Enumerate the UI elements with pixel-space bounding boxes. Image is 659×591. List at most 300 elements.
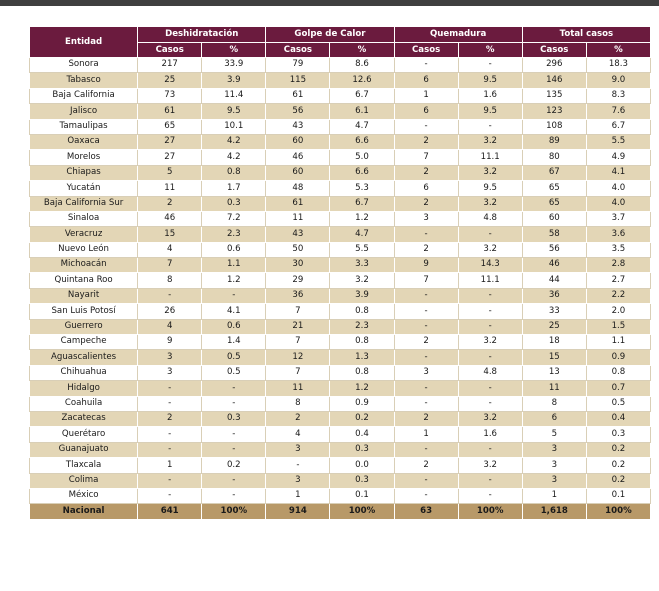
entity-cell: Chihuahua bbox=[30, 365, 138, 380]
table-cell: 8 bbox=[138, 273, 202, 288]
table-cell: 0.8 bbox=[202, 165, 266, 180]
table-cell: 4.0 bbox=[586, 196, 650, 211]
table-row bbox=[30, 73, 651, 88]
table-cell: 3.2 bbox=[458, 411, 522, 426]
table-row bbox=[30, 196, 651, 211]
table-row bbox=[30, 211, 651, 226]
table-cell: 61 bbox=[266, 196, 330, 211]
table-cell: 3 bbox=[138, 365, 202, 380]
table-cell: 6.7 bbox=[330, 88, 394, 103]
table-cell: 33.9 bbox=[202, 58, 266, 73]
table-cell: 8.3 bbox=[586, 88, 650, 103]
table-cell: 3 bbox=[522, 442, 586, 457]
table-cell: - bbox=[266, 458, 330, 473]
table-cell: 0.0 bbox=[330, 458, 394, 473]
table-cell: 4.0 bbox=[586, 181, 650, 196]
entity-cell: Sinaloa bbox=[30, 211, 138, 226]
entity-cell: Guerrero bbox=[30, 319, 138, 334]
table-cell: 914 bbox=[266, 504, 330, 519]
table-cell: 7 bbox=[394, 150, 458, 165]
table-cell: 5.3 bbox=[330, 181, 394, 196]
cases-table bbox=[29, 26, 651, 520]
table-cell: 10.1 bbox=[202, 119, 266, 134]
table-row bbox=[30, 396, 651, 411]
table-row bbox=[30, 319, 651, 334]
table-cell: 3 bbox=[266, 442, 330, 457]
table-cell: 0.4 bbox=[330, 427, 394, 442]
table-cell: 0.5 bbox=[202, 350, 266, 365]
table-cell: 50 bbox=[266, 242, 330, 257]
entity-cell: Yucatán bbox=[30, 181, 138, 196]
table-cell: Nacional bbox=[30, 504, 138, 519]
table-cell: 21 bbox=[266, 319, 330, 334]
table-cell: 135 bbox=[522, 88, 586, 103]
table-cell: 0.9 bbox=[586, 350, 650, 365]
entity-cell: Morelos bbox=[30, 150, 138, 165]
table-cell: 6.6 bbox=[330, 134, 394, 149]
table-cell: 4 bbox=[138, 242, 202, 257]
table-cell: 89 bbox=[522, 134, 586, 149]
table-cell: 6.6 bbox=[330, 165, 394, 180]
table-cell: 12.6 bbox=[330, 73, 394, 88]
table-row bbox=[30, 458, 651, 473]
table-cell: 36 bbox=[522, 288, 586, 303]
table-cell: - bbox=[458, 58, 522, 73]
table-cell: 108 bbox=[522, 119, 586, 134]
table-cell: - bbox=[458, 119, 522, 134]
table-cell: 1.5 bbox=[586, 319, 650, 334]
entity-cell: Aguascalientes bbox=[30, 350, 138, 365]
table-cell: 73 bbox=[138, 88, 202, 103]
header-sub: Casos bbox=[266, 43, 330, 58]
table-row bbox=[30, 150, 651, 165]
table-cell: 0.3 bbox=[202, 411, 266, 426]
table-row bbox=[30, 381, 651, 396]
table-cell: 3.2 bbox=[458, 458, 522, 473]
table-cell: 6 bbox=[522, 411, 586, 426]
table-cell: 1 bbox=[394, 427, 458, 442]
table-row bbox=[30, 88, 651, 103]
table-cell: 1 bbox=[394, 88, 458, 103]
table-cell: 2 bbox=[394, 242, 458, 257]
table-cell: 2 bbox=[394, 165, 458, 180]
table-cell: - bbox=[138, 488, 202, 503]
header-sub: Casos bbox=[138, 43, 202, 58]
table-cell: 3.3 bbox=[330, 258, 394, 273]
table-cell: 6.1 bbox=[330, 104, 394, 119]
table-cell: 3 bbox=[394, 211, 458, 226]
top-bar bbox=[0, 0, 659, 6]
table-cell: 123 bbox=[522, 104, 586, 119]
table-cell: 7 bbox=[266, 365, 330, 380]
table-cell: 0.8 bbox=[586, 365, 650, 380]
table-cell: 60 bbox=[266, 165, 330, 180]
table-cell: 25 bbox=[522, 319, 586, 334]
table-cell: 79 bbox=[266, 58, 330, 73]
table-cell: 1.3 bbox=[330, 350, 394, 365]
table-cell: 0.9 bbox=[330, 396, 394, 411]
entity-cell: Campeche bbox=[30, 335, 138, 350]
table-cell: - bbox=[458, 488, 522, 503]
table-cell: - bbox=[202, 473, 266, 488]
table-cell: 0.6 bbox=[202, 242, 266, 257]
table-cell: - bbox=[458, 473, 522, 488]
table-cell: 0.8 bbox=[330, 304, 394, 319]
table-body bbox=[30, 58, 651, 504]
table-cell: 0.2 bbox=[586, 442, 650, 457]
table-cell: 0.4 bbox=[586, 411, 650, 426]
table-row bbox=[30, 473, 651, 488]
table-row bbox=[30, 488, 651, 503]
table-cell: 4.7 bbox=[330, 119, 394, 134]
table-cell: 100% bbox=[586, 504, 650, 519]
table-cell: - bbox=[458, 319, 522, 334]
table-cell: - bbox=[458, 227, 522, 242]
table-cell: 44 bbox=[522, 273, 586, 288]
table-cell: 46 bbox=[522, 258, 586, 273]
table-cell: 100% bbox=[202, 504, 266, 519]
table-cell: 65 bbox=[138, 119, 202, 134]
header-sub: % bbox=[330, 43, 394, 58]
table-cell: 1 bbox=[138, 458, 202, 473]
cases-table-container bbox=[29, 26, 651, 520]
table-cell: 4.7 bbox=[330, 227, 394, 242]
table-cell: 6.7 bbox=[586, 119, 650, 134]
table-cell: 2 bbox=[394, 196, 458, 211]
table-cell: - bbox=[394, 488, 458, 503]
table-cell: 4.1 bbox=[202, 304, 266, 319]
table-cell: 2.3 bbox=[202, 227, 266, 242]
table-cell: 7 bbox=[266, 335, 330, 350]
table-cell: 1.1 bbox=[202, 258, 266, 273]
entity-cell: Tabasco bbox=[30, 73, 138, 88]
table-row bbox=[30, 119, 651, 134]
table-cell: 3.5 bbox=[586, 242, 650, 257]
table-cell: 67 bbox=[522, 165, 586, 180]
table-cell: 1.2 bbox=[330, 211, 394, 226]
table-cell: - bbox=[202, 396, 266, 411]
table-row bbox=[30, 350, 651, 365]
table-cell: 11.1 bbox=[458, 150, 522, 165]
table-cell: 15 bbox=[522, 350, 586, 365]
table-cell: 4.2 bbox=[202, 134, 266, 149]
table-cell: 9.5 bbox=[458, 104, 522, 119]
table-cell: - bbox=[202, 442, 266, 457]
entity-cell: Michoacán bbox=[30, 258, 138, 273]
table-cell: 9 bbox=[138, 335, 202, 350]
table-cell: 7.6 bbox=[586, 104, 650, 119]
table-cell: 7 bbox=[138, 258, 202, 273]
table-cell: 1.6 bbox=[458, 88, 522, 103]
entity-cell: Quintana Roo bbox=[30, 273, 138, 288]
table-cell: 2 bbox=[394, 458, 458, 473]
table-cell: 3.2 bbox=[458, 134, 522, 149]
table-cell: 4.8 bbox=[458, 365, 522, 380]
table-row bbox=[30, 58, 651, 73]
table-cell: - bbox=[138, 473, 202, 488]
table-cell: 46 bbox=[138, 211, 202, 226]
table-cell: 61 bbox=[138, 104, 202, 119]
table-cell: - bbox=[394, 319, 458, 334]
table-cell: 8.6 bbox=[330, 58, 394, 73]
header-group-deshidratacion: Deshidratación bbox=[138, 27, 266, 43]
table-cell: 4.8 bbox=[458, 211, 522, 226]
table-cell: - bbox=[458, 304, 522, 319]
table-cell: 36 bbox=[266, 288, 330, 303]
table-cell: 43 bbox=[266, 227, 330, 242]
table-cell: 2.7 bbox=[586, 273, 650, 288]
table-cell: 115 bbox=[266, 73, 330, 88]
table-cell: 3.2 bbox=[458, 165, 522, 180]
table-cell: 2 bbox=[138, 196, 202, 211]
table-cell: - bbox=[394, 350, 458, 365]
table-row bbox=[30, 165, 651, 180]
header-sub: % bbox=[458, 43, 522, 58]
entity-cell: Sonora bbox=[30, 58, 138, 73]
table-cell: 5 bbox=[522, 427, 586, 442]
table-cell: 65 bbox=[522, 181, 586, 196]
table-cell: - bbox=[394, 227, 458, 242]
table-cell: 3.2 bbox=[330, 273, 394, 288]
table-cell: 11.1 bbox=[458, 273, 522, 288]
table-cell: - bbox=[202, 288, 266, 303]
table-cell: - bbox=[394, 396, 458, 411]
entity-cell: Oaxaca bbox=[30, 134, 138, 149]
table-cell: 2.8 bbox=[586, 258, 650, 273]
entity-cell: México bbox=[30, 488, 138, 503]
table-cell: 8 bbox=[266, 396, 330, 411]
table-row bbox=[30, 242, 651, 257]
table-cell: 296 bbox=[522, 58, 586, 73]
table-row bbox=[30, 227, 651, 242]
table-cell: 1.2 bbox=[202, 273, 266, 288]
table-row bbox=[30, 273, 651, 288]
table-cell: - bbox=[394, 381, 458, 396]
table-cell: - bbox=[458, 350, 522, 365]
table-cell: 11 bbox=[266, 211, 330, 226]
table-cell: 2 bbox=[394, 411, 458, 426]
table-cell: 7.2 bbox=[202, 211, 266, 226]
table-cell: 0.5 bbox=[202, 365, 266, 380]
table-cell: 4.2 bbox=[202, 150, 266, 165]
table-cell: 5 bbox=[138, 165, 202, 180]
table-cell: 0.1 bbox=[586, 488, 650, 503]
entity-cell: Nuevo León bbox=[30, 242, 138, 257]
table-cell: 2 bbox=[266, 411, 330, 426]
table-cell: 8 bbox=[522, 396, 586, 411]
table-cell: - bbox=[138, 396, 202, 411]
table-cell: 15 bbox=[138, 227, 202, 242]
table-cell: 0.8 bbox=[330, 335, 394, 350]
table-cell: - bbox=[394, 304, 458, 319]
table-cell: 4 bbox=[266, 427, 330, 442]
table-cell: 80 bbox=[522, 150, 586, 165]
table-cell: 5.0 bbox=[330, 150, 394, 165]
table-cell: 3.6 bbox=[586, 227, 650, 242]
table-cell: 60 bbox=[522, 211, 586, 226]
table-cell: - bbox=[458, 381, 522, 396]
table-cell: 29 bbox=[266, 273, 330, 288]
table-cell: 27 bbox=[138, 134, 202, 149]
table-cell: - bbox=[458, 288, 522, 303]
entity-cell: Guanajuato bbox=[30, 442, 138, 457]
table-cell: 61 bbox=[266, 88, 330, 103]
table-cell: 14.3 bbox=[458, 258, 522, 273]
table-cell: 6 bbox=[394, 104, 458, 119]
entity-cell: Baja California Sur bbox=[30, 196, 138, 211]
table-cell: 0.3 bbox=[202, 196, 266, 211]
table-cell: 3.9 bbox=[202, 73, 266, 88]
entity-cell: Coahuila bbox=[30, 396, 138, 411]
entity-cell: Jalisco bbox=[30, 104, 138, 119]
table-cell: 0.2 bbox=[586, 473, 650, 488]
table-cell: - bbox=[394, 288, 458, 303]
table-cell: 217 bbox=[138, 58, 202, 73]
table-cell: 1.6 bbox=[458, 427, 522, 442]
table-cell: 4.9 bbox=[586, 150, 650, 165]
table-cell: 1,618 bbox=[522, 504, 586, 519]
table-row bbox=[30, 134, 651, 149]
table-cell: 30 bbox=[266, 258, 330, 273]
table-cell: 9.5 bbox=[458, 181, 522, 196]
table-cell: 1 bbox=[266, 488, 330, 503]
table-cell: 2.3 bbox=[330, 319, 394, 334]
table-row bbox=[30, 181, 651, 196]
table-cell: 5.5 bbox=[330, 242, 394, 257]
table-cell: 43 bbox=[266, 119, 330, 134]
table-cell: 0.7 bbox=[586, 381, 650, 396]
table-cell: 56 bbox=[522, 242, 586, 257]
table-cell: 3 bbox=[138, 350, 202, 365]
entity-cell: Colima bbox=[30, 473, 138, 488]
table-cell: 18.3 bbox=[586, 58, 650, 73]
table-cell: 11 bbox=[266, 381, 330, 396]
table-cell: 9 bbox=[394, 258, 458, 273]
table-row bbox=[30, 258, 651, 273]
table-cell: 60 bbox=[266, 134, 330, 149]
table-cell: 100% bbox=[330, 504, 394, 519]
table-footer bbox=[30, 504, 651, 519]
table-cell: 0.2 bbox=[586, 458, 650, 473]
table-cell: 1.7 bbox=[202, 181, 266, 196]
table-cell: 4.1 bbox=[586, 165, 650, 180]
table-cell: - bbox=[202, 381, 266, 396]
table-cell: 3 bbox=[522, 458, 586, 473]
table-row bbox=[30, 288, 651, 303]
entity-cell: Querétaro bbox=[30, 427, 138, 442]
entity-cell: Tamaulipas bbox=[30, 119, 138, 134]
table-cell: 58 bbox=[522, 227, 586, 242]
table-cell: 12 bbox=[266, 350, 330, 365]
table-cell: 100% bbox=[458, 504, 522, 519]
table-cell: 6 bbox=[394, 73, 458, 88]
table-cell: 63 bbox=[394, 504, 458, 519]
table-cell: 1.1 bbox=[586, 335, 650, 350]
table-cell: 0.3 bbox=[330, 473, 394, 488]
table-cell: 11 bbox=[522, 381, 586, 396]
table-cell: 0.2 bbox=[202, 458, 266, 473]
table-cell: - bbox=[458, 442, 522, 457]
table-cell: 5.5 bbox=[586, 134, 650, 149]
table-cell: 2 bbox=[138, 411, 202, 426]
table-cell: 146 bbox=[522, 73, 586, 88]
entity-cell: San Luis Potosí bbox=[30, 304, 138, 319]
table-cell: - bbox=[138, 381, 202, 396]
table-cell: 0.3 bbox=[586, 427, 650, 442]
entity-cell: Chiapas bbox=[30, 165, 138, 180]
table-cell: 13 bbox=[522, 365, 586, 380]
table-cell: 2.2 bbox=[586, 288, 650, 303]
table-cell: 27 bbox=[138, 150, 202, 165]
entity-cell: Veracruz bbox=[30, 227, 138, 242]
table-cell: - bbox=[394, 58, 458, 73]
table-cell: 18 bbox=[522, 335, 586, 350]
table-cell: 0.1 bbox=[330, 488, 394, 503]
table-cell: 6 bbox=[394, 181, 458, 196]
table-cell: 2 bbox=[394, 134, 458, 149]
table-cell: 1 bbox=[522, 488, 586, 503]
table-cell: 0.5 bbox=[586, 396, 650, 411]
table-row bbox=[30, 335, 651, 350]
table-cell: 65 bbox=[522, 196, 586, 211]
table-row bbox=[30, 304, 651, 319]
header-sub: % bbox=[586, 43, 650, 58]
table-cell: 3 bbox=[394, 365, 458, 380]
table-cell: 7 bbox=[394, 273, 458, 288]
table-cell: 3 bbox=[522, 473, 586, 488]
table-row bbox=[30, 411, 651, 426]
table-cell: - bbox=[458, 396, 522, 411]
table-cell: 33 bbox=[522, 304, 586, 319]
entity-cell: Nayarit bbox=[30, 288, 138, 303]
table-cell: 6.7 bbox=[330, 196, 394, 211]
table-cell: 0.6 bbox=[202, 319, 266, 334]
header-entity: Entidad bbox=[30, 27, 138, 58]
table-cell: 9.5 bbox=[202, 104, 266, 119]
entity-cell: Hidalgo bbox=[30, 381, 138, 396]
table-cell: 3.2 bbox=[458, 242, 522, 257]
table-cell: - bbox=[138, 427, 202, 442]
table-cell: 1.4 bbox=[202, 335, 266, 350]
entity-cell: Zacatecas bbox=[30, 411, 138, 426]
table-cell: 56 bbox=[266, 104, 330, 119]
table-cell: 3.9 bbox=[330, 288, 394, 303]
table-cell: - bbox=[202, 488, 266, 503]
entity-cell: Tlaxcala bbox=[30, 458, 138, 473]
table-cell: 46 bbox=[266, 150, 330, 165]
table-row-nacional bbox=[30, 504, 651, 519]
table-cell: 1.2 bbox=[330, 381, 394, 396]
table-cell: 7 bbox=[266, 304, 330, 319]
table-cell: 0.8 bbox=[330, 365, 394, 380]
header-group-quemadura: Quemadura bbox=[394, 27, 522, 43]
header-group-total-casos: Total casos bbox=[522, 27, 650, 43]
header-sub: % bbox=[202, 43, 266, 58]
table-cell: 3.2 bbox=[458, 335, 522, 350]
header-sub: Casos bbox=[522, 43, 586, 58]
table-cell: 9.0 bbox=[586, 73, 650, 88]
table-cell: 25 bbox=[138, 73, 202, 88]
table-cell: - bbox=[138, 288, 202, 303]
table-cell: 48 bbox=[266, 181, 330, 196]
table-cell: - bbox=[394, 442, 458, 457]
table-cell: 2 bbox=[394, 335, 458, 350]
table-cell: 2.0 bbox=[586, 304, 650, 319]
table-cell: 3.2 bbox=[458, 196, 522, 211]
table-cell: 3.7 bbox=[586, 211, 650, 226]
table-cell: 0.3 bbox=[330, 442, 394, 457]
table-cell: 26 bbox=[138, 304, 202, 319]
